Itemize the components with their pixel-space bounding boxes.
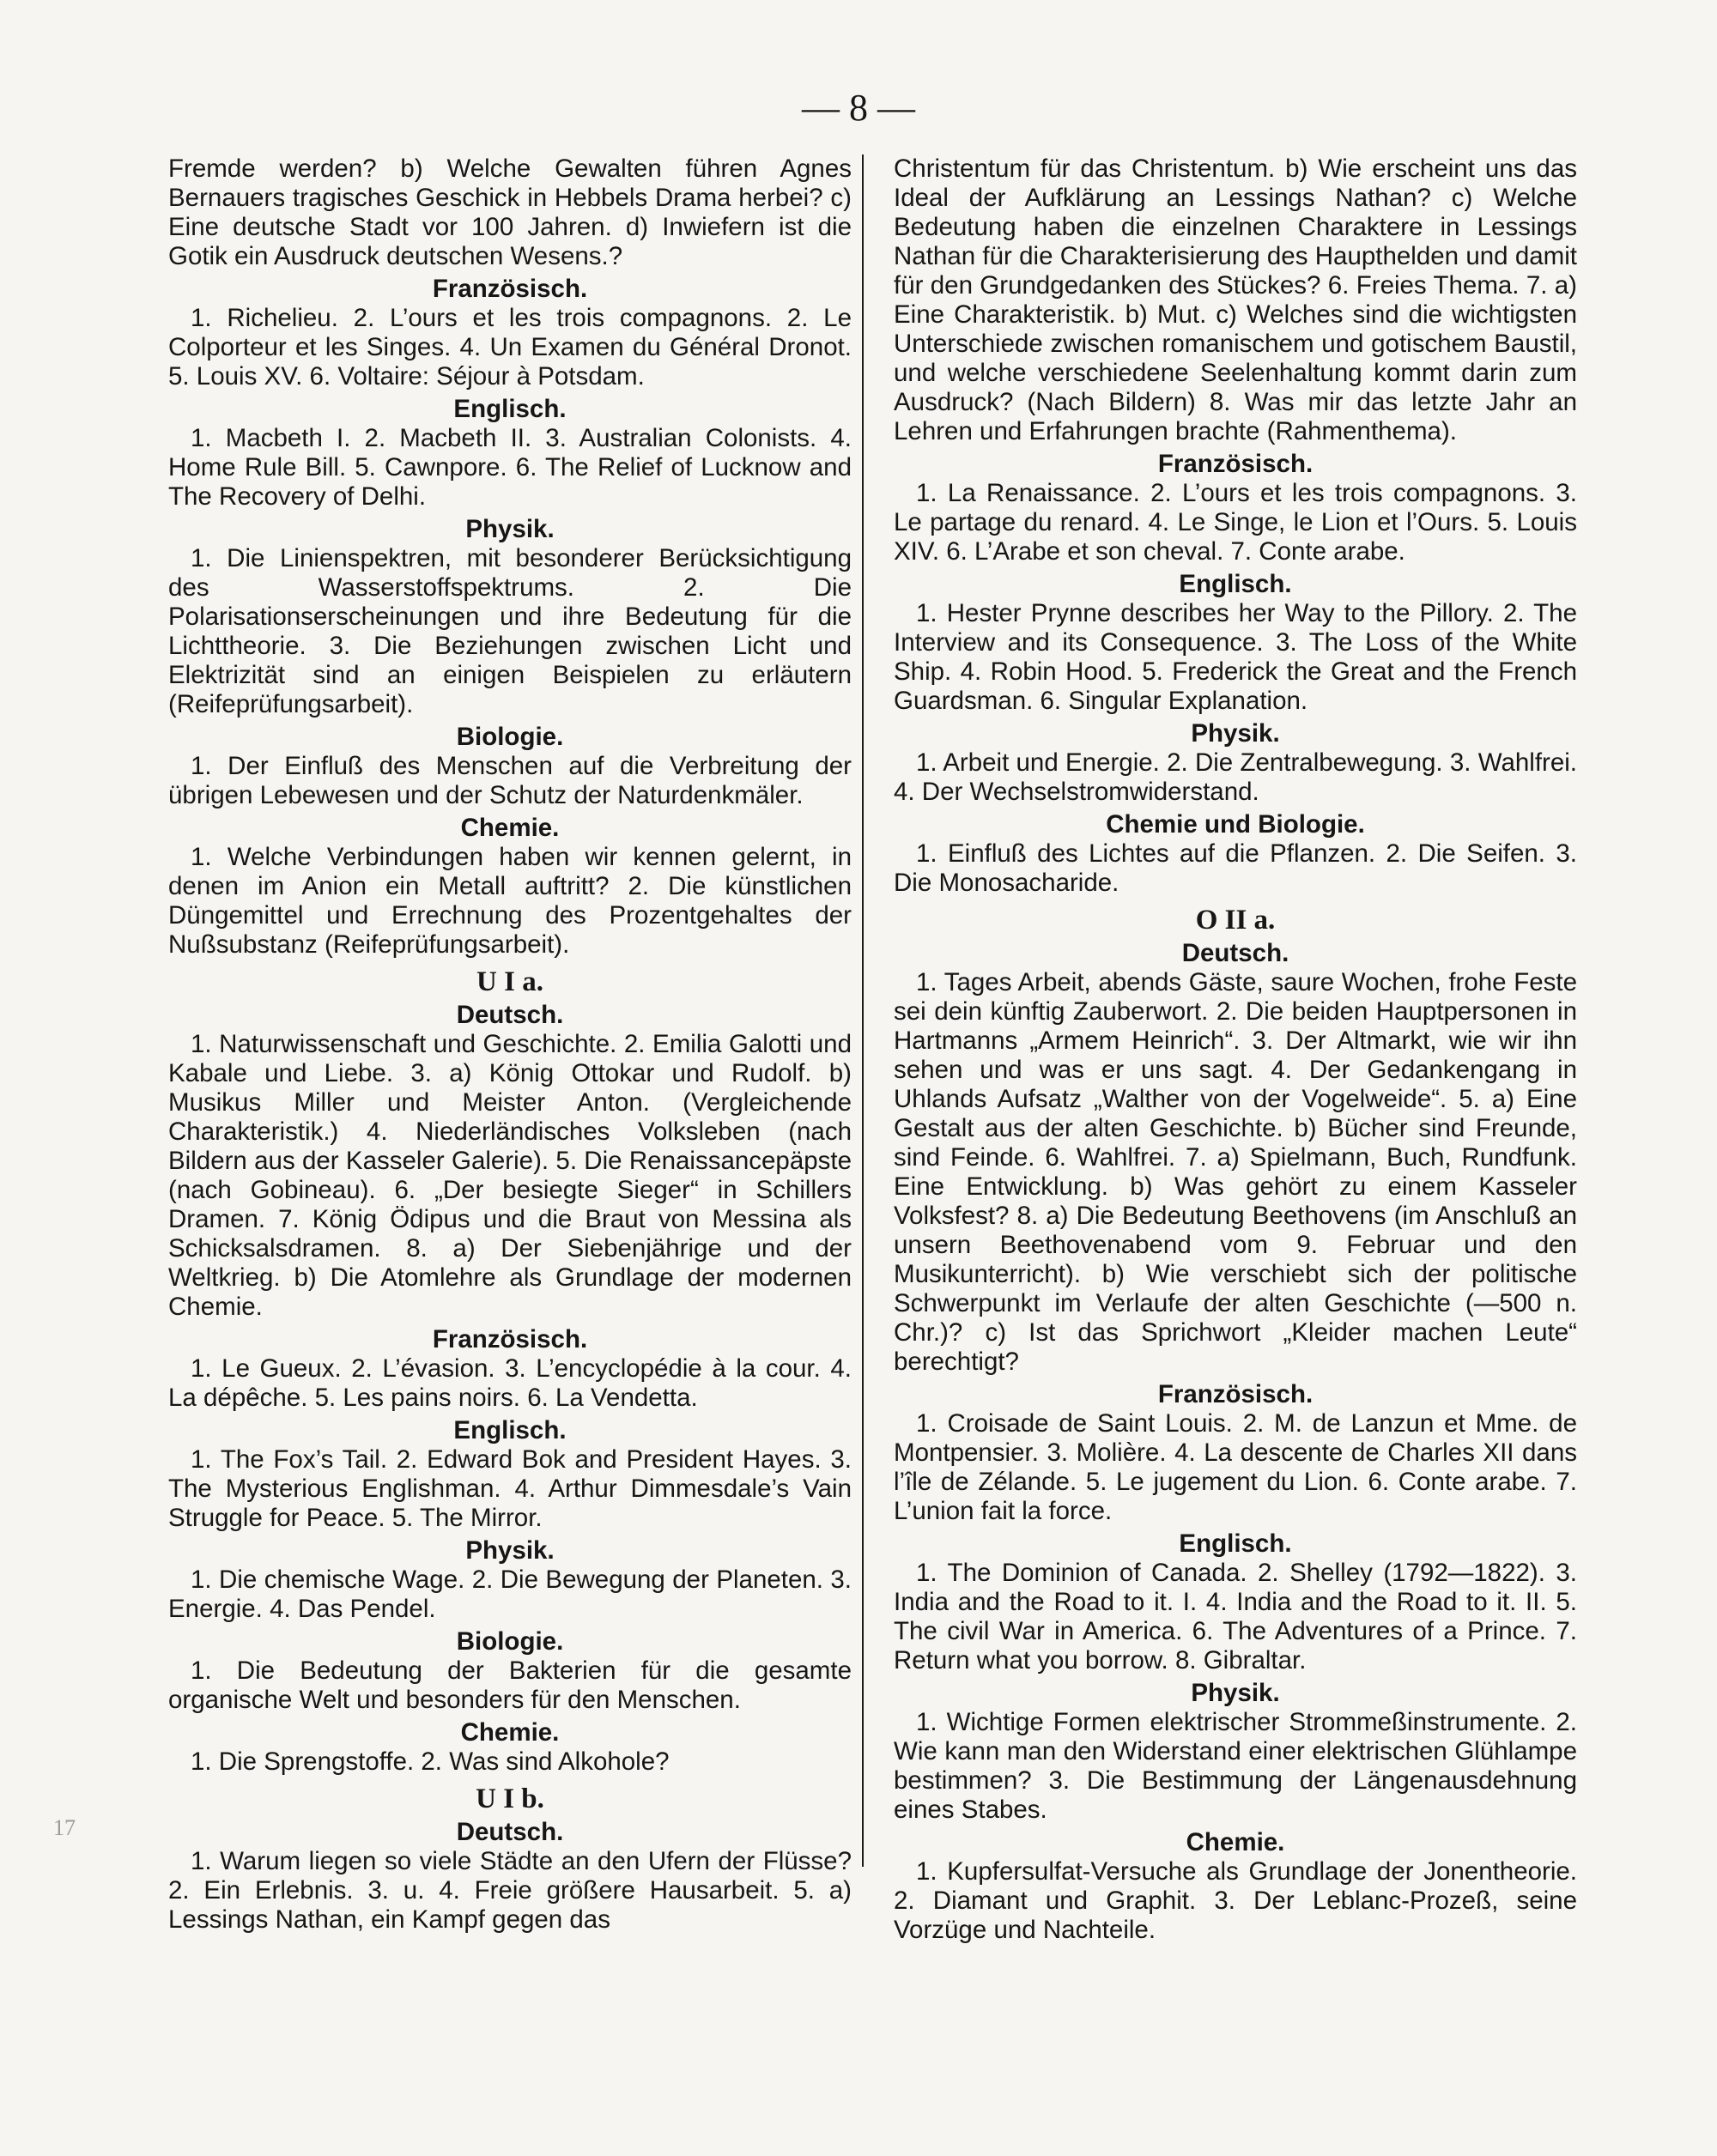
class-heading: U I b. — [476, 1784, 544, 1814]
topic-paragraph: 1. Der Einfluß des Menschen auf die Verbreitung der übrigen Lebewesen und der Schutz der Naturdenkmäler. — [168, 752, 852, 809]
subject-heading: Physik. — [465, 1536, 555, 1565]
topic-paragraph: 1. Le Gueux. 2. L’évasion. 3. L’encyclopédie à la cour. 4. La dépêche. 5. Les pains noirs. 6. La Vendetta. — [168, 1354, 852, 1412]
topic-paragraph: 1. Die Bedeutung der Bakterien für die gesamte organische Welt und besonders für den Menschen. — [168, 1656, 852, 1714]
topic-paragraph: 1. The Dominion of Canada. 2. Shelley (1792—1822). 3. India and the Road to it. I. 4. India and the Road to it. II. 5. The civil War in America. 6. The Adventures of a Prince. 7. Return what you borrow. 8. Gibraltar. — [894, 1559, 1577, 1675]
left-column — [168, 154, 852, 1935]
subject-heading: Englisch. — [453, 1416, 567, 1444]
subject-heading: Englisch. — [1179, 1529, 1292, 1558]
subject-heading: Chemie. — [460, 814, 560, 842]
subject-heading: Physik. — [1191, 1679, 1280, 1707]
topic-paragraph: 1. Welche Verbindungen haben wir kennen gelernt, in denen im Anion ein Metall auftritt? 2. Die künstlichen Düngemittel und Errechnung des Prozentgehaltes der Nußsubstanz (Reifeprüfungsarbeit). — [168, 843, 852, 959]
subject-heading: Physik. — [465, 515, 555, 543]
subject-heading: Biologie. — [456, 723, 564, 751]
topic-paragraph: 1. Einfluß des Lichtes auf die Pflanzen. 2. Die Seifen. 3. Die Monosacharide. — [894, 839, 1577, 897]
subject-heading: Französisch. — [432, 1325, 588, 1354]
topic-paragraph: 1. Kupfersulfat-Versuche als Grundlage der Jonentheorie. 2. Diamant und Graphit. 3. Der Leblanc-Prozeß, seine Vorzüge und Nachteile. — [894, 1857, 1577, 1944]
right-column — [894, 154, 1577, 1945]
class-heading: O II a. — [1195, 905, 1276, 936]
topic-paragraph: 1. Hester Prynne describes her Way to the Pillory. 2. The Interview and its Consequence. 3. The Loss of the White Ship. 4. Robin Hood. 5. Frederick the Great and the French Guardsman. 6. Singular Explanation. — [894, 599, 1577, 715]
subject-heading: Französisch. — [1157, 450, 1314, 478]
page-number: — 8 — — [802, 87, 915, 129]
subject-heading: Chemie und Biologie. — [1106, 810, 1365, 839]
topic-paragraph: 1. Macbeth I. 2. Macbeth II. 3. Australian Colonists. 4. Home Rule Bill. 5. Cawnpore. 6. The Relief of Lucknow and The Recovery of Delhi. — [168, 424, 852, 511]
topic-paragraph: 1. La Renaissance. 2. L’ours et les trois compagnons. 3. Le partage du renard. 4. Le Singe, le Lion et l’Ours. 5. Louis XIV. 6. L’Arabe et son cheval. 7. Conte arabe. — [894, 479, 1577, 566]
topic-paragraph: 1. Die chemische Wage. 2. Die Bewegung der Planeten. 3. Energie. 4. Das Pendel. — [168, 1566, 852, 1623]
topic-paragraph: 1. Die Linienspektren, mit besonderer Berücksichtigung des Wasserstoffspektrums. 2. Die Polarisationserscheinungen und ihre Bedeutung für die Lichttheorie. 3. Die Beziehungen zwischen Licht und Elektrizität sind an einigen Beispielen zu erläutern (Reifeprüfungsarbeit). — [168, 544, 852, 718]
subject-heading: Englisch. — [453, 395, 567, 423]
subject-heading: Biologie. — [456, 1627, 564, 1656]
topic-paragraph: 1. Die Sprengstoffe. 2. Was sind Alkohole? — [191, 1747, 670, 1776]
margin-mark: 17 — [53, 1815, 76, 1840]
topic-paragraph: 1. Wichtige Formen elektrischer Strommeßinstrumente. 2. Wie kann man den Widerstand einer elektrischen Glühlampe bestimmen? 3. Die Bestimmung der Längenausdehnung eines Stabes. — [894, 1708, 1577, 1824]
topic-paragraph: 1. The Fox’s Tail. 2. Edward Bok and President Hayes. 3. The Mysterious Englishman. 4. Arthur Dimmesdale’s Vain Struggle for Peace. 5. The Mirror. — [168, 1445, 852, 1532]
topic-paragraph: 1. Naturwissenschaft und Geschichte. 2. Emilia Galotti und Kabale und Liebe. 3. a) König Ottokar und Rudolf. b) Musikus Miller und Meister Anton. (Vergleichende Charakteristik.) 4. Niederländisches Volksleben (nach Bildern aus der Kasseler Galerie). 5. Die Renaissancepäpste (nach Gobineau). 6. „Der besiegte Sieger“ in Schillers Dramen. 7. König Ödipus und die Braut von Messina als Schicksalsdramen. 8. a) Der Siebenjährige und der Weltkrieg. b) Die Atomlehre als Grundlage der modernen Chemie. — [168, 1030, 852, 1321]
topic-paragraph: Fremde werden? b) Welche Gewalten führen Agnes Bernauers tragisches Geschick in Hebbels Drama herbei? c) Eine deutsche Stadt vor 100 Jahren. d) Inwiefern ist die Gotik ein Ausdruck deutschen Wesens.? — [168, 154, 852, 270]
subject-heading: Physik. — [1191, 719, 1280, 748]
subject-heading: Chemie. — [460, 1718, 560, 1747]
subject-heading: Deutsch. — [456, 1818, 564, 1846]
subject-heading: Englisch. — [1179, 570, 1292, 598]
subject-heading: Französisch. — [432, 275, 588, 303]
subject-heading: Chemie. — [1186, 1828, 1285, 1856]
topic-paragraph: 1. Croisade de Saint Louis. 2. M. de Lanzun et Mme. de Montpensier. 3. Molière. 4. La descente de Charles XII dans l’île de Zélande. 5. Le jugement du Lion. 6. Conte arabe. 7. L’union fait la force. — [894, 1409, 1577, 1525]
column-divider — [862, 154, 864, 1867]
topic-paragraph: Christentum für das Christentum. b) Wie erscheint uns das Ideal der Aufklärung an Lessings Nathan? c) Welche Bedeutung haben die einzelnen Charaktere in Lessings Nathan für die Charakterisierung des Haupthelden und damit für den Grundgedanken des Stückes? 6. Freies Thema. 7. a) Eine Charakteristik. b) Mut. c) Welches sind die wichtigsten Unterschiede zwischen romanischem und gotischem Baustil, und welche verschiedene Seelenhaltung kommt darin zum Ausdruck? (Nach Bildern) 8. Was mir das letzte Jahr an Lehren und Erfahrungen brachte (Rahmenthema). — [894, 154, 1577, 445]
subject-heading: Deutsch. — [1181, 939, 1289, 967]
subject-heading: Deutsch. — [456, 1001, 564, 1029]
topic-paragraph: 1. Richelieu. 2. L’ours et les trois compagnons. 2. Le Colporteur et les Singes. 4. Un Examen du Général Dronot. 5. Louis XV. 6. Voltaire: Séjour à Potsdam. — [168, 304, 852, 391]
topic-paragraph: 1. Tages Arbeit, abends Gäste, saure Wochen, frohe Feste sei dein künftig Zauberwort. 2. Die beiden Hauptpersonen in Hartmanns „Armem Heinrich“. 3. Der Altmarkt, wie wir ihn sehen und was er uns sagt. 4. Der Gedankengang in Uhlands Aufsatz „Walther von der Vogelweide“. 5. a) Eine Gestalt aus der alten Geschichte. b) Bücher sind Freunde, sind Feinde. 6. Wahlfrei. 7. a) Spielmann, Buch, Rundfunk. Eine Entwicklung. b) Was gehört zu einem Kasseler Volksfest? 8. a) Die Bedeutung Beethovens (im Anschluß an unsern Beethovenabend vom 9. Februar und den Musikunterricht). b) Wie verschiebt sich der politische Schwerpunkt im Verlaufe der alten Geschichte (—500 n. Chr.)? c) Ist das Sprichwort „Kleider machen Leute“ berechtigt? — [894, 968, 1577, 1376]
topic-paragraph: 1. Arbeit und Energie. 2. Die Zentralbewegung. 3. Wahlfrei. 4. Der Wechselstromwiderstand. — [894, 748, 1577, 806]
class-heading: U I a. — [476, 966, 543, 997]
topic-paragraph: 1. Warum liegen so viele Städte an den Ufern der Flüsse? 2. Ein Erlebnis. 3. u. 4. Freie größere Hausarbeit. 5. a) Lessings Nathan, ein Kampf gegen das — [168, 1847, 852, 1934]
subject-heading: Französisch. — [1157, 1380, 1314, 1408]
